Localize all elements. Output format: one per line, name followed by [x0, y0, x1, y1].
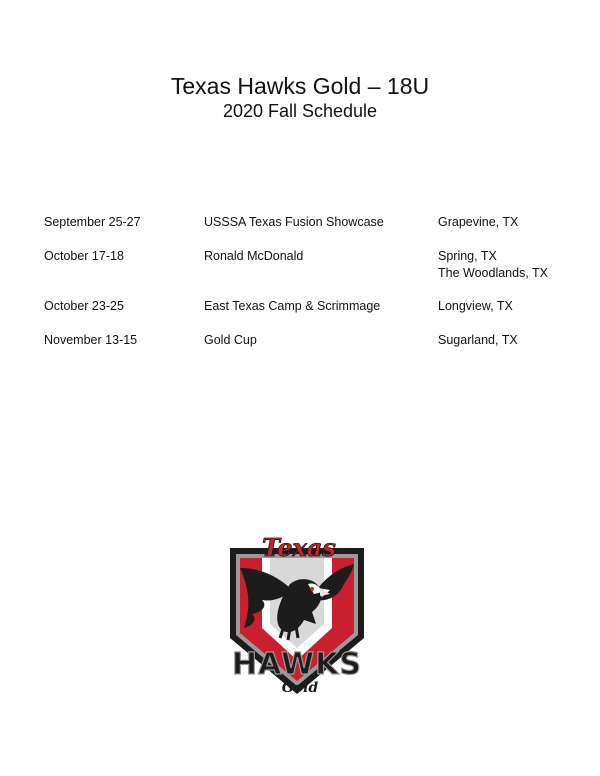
event-name: Ronald McDonald	[204, 249, 304, 263]
event-location	[438, 214, 578, 231]
event-date: September 25-27	[44, 215, 141, 229]
event-name: USSSA Texas Fusion Showcase	[204, 215, 384, 229]
schedule-row	[44, 332, 574, 366]
schedule-row	[44, 214, 574, 248]
schedule-row	[44, 248, 574, 298]
page-title: Texas Hawks Gold – 18U	[170, 73, 430, 99]
event-location	[438, 298, 578, 315]
event-date: November 13-15	[44, 333, 138, 347]
logo-top-text: Texas	[262, 533, 336, 562]
logo-main-text: HAWKS	[232, 647, 362, 682]
schedule-row	[44, 298, 574, 332]
location-line: The Woodlands, TX	[438, 266, 549, 280]
event-location	[438, 332, 578, 349]
event-name: East Texas Camp & Scrimmage	[204, 299, 381, 313]
schedule-table	[44, 214, 574, 366]
team-logo	[222, 528, 372, 700]
event-date: October 23-25	[44, 299, 124, 313]
page-subtitle: 2020 Fall Schedule	[222, 101, 378, 121]
location-line: Longview, TX	[438, 299, 513, 313]
location-line: Sugarland, TX	[438, 333, 518, 347]
location-line: Grapevine, TX	[438, 215, 519, 229]
event-name: Gold Cup	[204, 333, 257, 347]
logo-bottom-text: Gold	[281, 680, 319, 696]
location-line: Spring, TX	[438, 249, 497, 263]
event-date: October 17-18	[44, 249, 124, 263]
event-location	[438, 248, 578, 282]
